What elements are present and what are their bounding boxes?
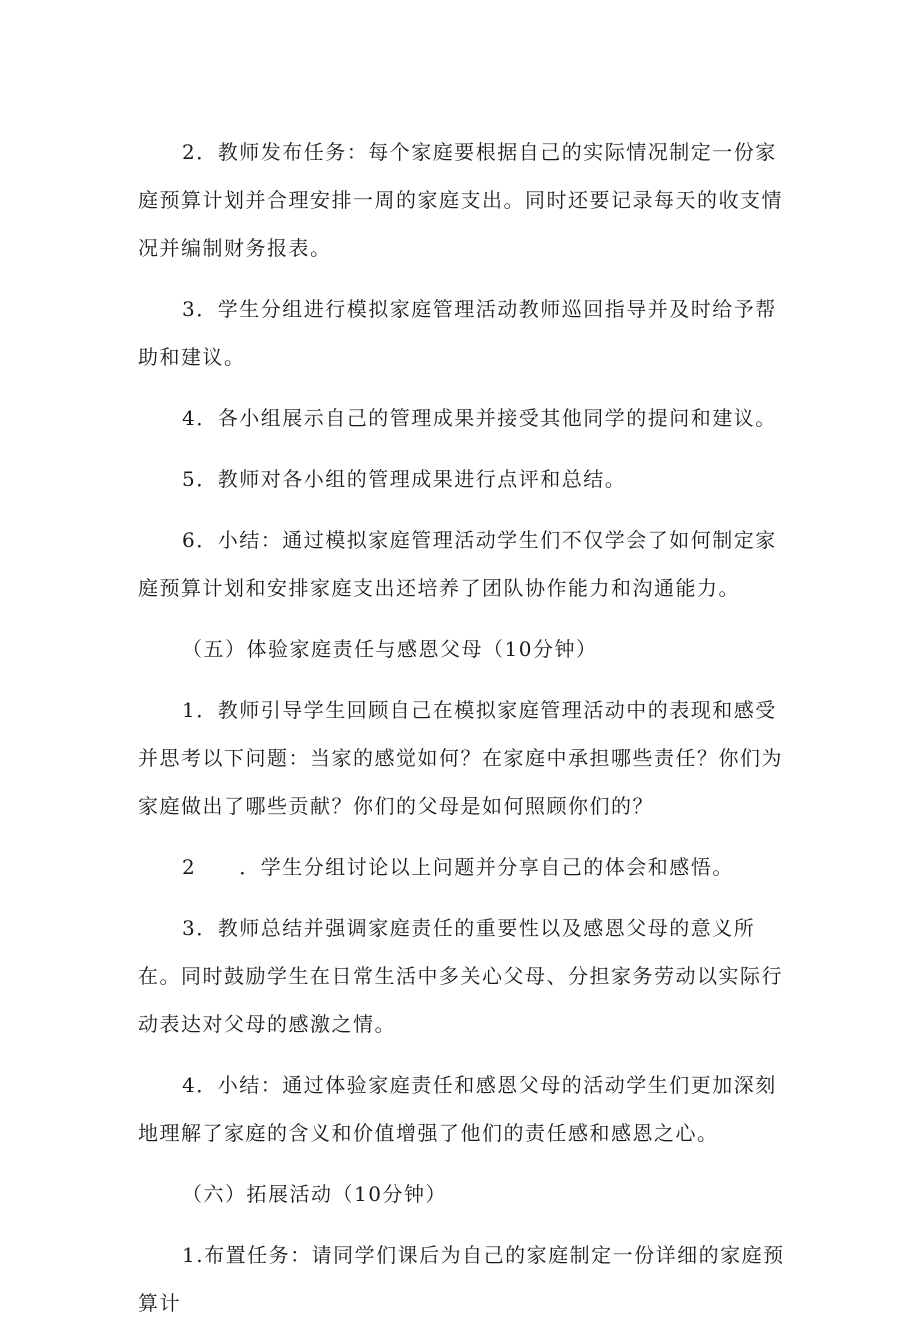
paragraph-teacher-emphasis: 3．教师总结并强调家庭责任的重要性以及感恩父母的意义所在。同时鼓励学生在日常生活中多关心父母、分担家务劳动以实际行动表达对父母的感激之情。 xyxy=(138,916,783,1036)
section-heading-5: （五）体验家庭责任与感恩父母（10分钟） xyxy=(182,637,598,661)
section-heading-6: （六）拓展活动（10分钟） xyxy=(182,1182,447,1206)
paragraph-group-presentation: 4．各小组展示自己的管理成果并接受其他同学的提问和建议。 xyxy=(182,406,777,430)
paragraph-reflection-questions: 1．教师引导学生回顾自己在模拟家庭管理活动中的表现和感受并思考以下问题：当家的感觉如何？在家庭中承担哪些责任？你们为家庭做出了哪些贡献？你们的父母是如何照顾你们的？ xyxy=(138,698,783,818)
document-body xyxy=(138,128,786,1340)
paragraph-summary-1: 6．小结：通过模拟家庭管理活动学生们不仅学会了如何制定家庭预算计划和安排家庭支出还培养了团队协作能力和沟通能力。 xyxy=(138,528,777,600)
paragraph-task-assignment: 2．教师发布任务：每个家庭要根据自己的实际情况制定一份家庭预算计划并合理安排一周的家庭支出。同时还要记录每天的收支情况并编制财务报表。 xyxy=(138,140,783,260)
paragraph-group-simulation: 3．学生分组进行模拟家庭管理活动教师巡回指导并及时给予帮助和建议。 xyxy=(138,297,777,369)
paragraph-teacher-review: 5．教师对各小组的管理成果进行点评和总结。 xyxy=(182,467,627,491)
paragraph-extension-task: 1.布置任务：请同学们课后为自己的家庭制定一份详细的家庭预算计 xyxy=(138,1243,785,1315)
paragraph-summary-2: 4．小结：通过体验家庭责任和感恩父母的活动学生们更加深刻地理解了家庭的含义和价值增强了他们的责任感和感恩之心。 xyxy=(138,1073,777,1145)
paragraph-group-discussion: 2 ．学生分组讨论以上问题并分享自己的体会和感悟。 xyxy=(182,855,734,879)
